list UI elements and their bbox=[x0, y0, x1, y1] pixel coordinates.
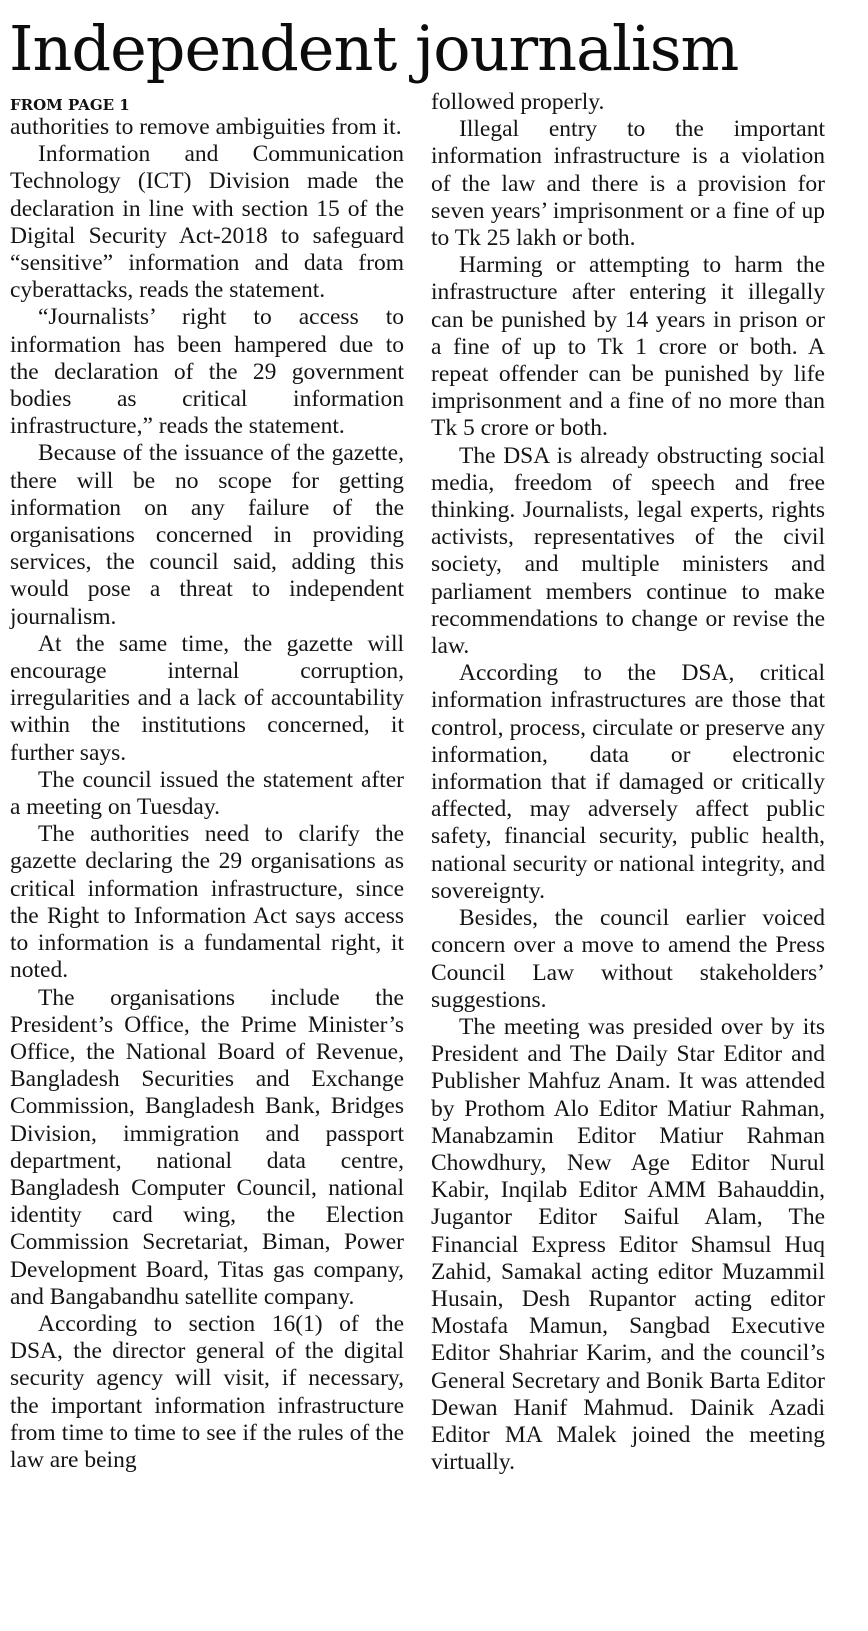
paragraph: At the same time, the gazette will encourage internal corruption, irregularities and a lack of accountability within the institutions concerned, it further says. bbox=[10, 630, 404, 766]
continuation-kicker: FROM PAGE 1 bbox=[10, 96, 130, 114]
paragraph: According to section 16(1) of the DSA, the director general of the digital security agency will visit, if necessary, the important information infrastructure from time to time to see if the rules of the law are being bbox=[10, 1310, 404, 1473]
paragraph: authorities to remove ambiguities from it. bbox=[10, 114, 402, 140]
paragraph: The authorities need to clarify the gazette declaring the 29 organisations as critical information infrastructure, since the Right to Information Act says access to information is a fundamental right, it noted. bbox=[10, 821, 404, 984]
article-headline: Independent journalism bbox=[9, 12, 739, 85]
paragraph: followed properly. bbox=[431, 89, 605, 115]
paragraph: The DSA is already obstructing social media, freedom of speech and free thinking. Journalists, legal experts, rights activists, representatives of the civil society, and multiple ministers and parliament members continue to make recommendations to change or revise the law. bbox=[431, 442, 825, 660]
paragraph: Illegal entry to the important information infrastructure is a violation of the law and there is a provision for seven years’ imprisonment or a fine of up to Tk 25 lakh or both. bbox=[431, 116, 825, 252]
paragraph: Information and Communication Technology (ICT) Division made the declaration in line with section 15 of the Digital Security Act-2018 to safeguard “sensitive” information and data from cyberattacks, reads the statement. bbox=[10, 141, 404, 304]
paragraph: Because of the issuance of the gazette, there will be no scope for getting information on any failure of the organisations concerned in providing services, the council said, adding this would pose a threat to independent journalism. bbox=[10, 440, 404, 630]
paragraph: Besides, the council earlier voiced concern over a move to amend the Press Council Law without stakeholders’ suggestions. bbox=[431, 905, 825, 1013]
paragraph: The organisations include the President’s Office, the Prime Minister’s Office, the National Board of Revenue, Bangladesh Securities and Exchange Commission, Bangladesh Bank, Bridges Division, immigration and passport department, national data centre, Bangladesh Computer Council, national identity card wing, the Election Commission Secretariat, Biman, Power Development Board, Titas gas company, and Bangabandhu satellite company. bbox=[10, 984, 404, 1310]
paragraph: Harming or attempting to harm the infrastructure after entering it illegally can be punished by 14 years in prison or a fine of up to Tk 1 crore or both. A repeat offender can be punished by life imprisonment and a fine of no more than Tk 5 crore or both. bbox=[431, 252, 825, 442]
right-column bbox=[431, 89, 825, 1476]
paragraph: “Journalists’ right to access to information has been hampered due to the declaration of the 29 government bodies as critical information infrastructure,” reads the statement. bbox=[10, 304, 404, 440]
paragraph: The council issued the statement after a meeting on Tuesday. bbox=[10, 766, 404, 821]
left-column bbox=[10, 114, 404, 1474]
paragraph: The meeting was presided over by its President and The Daily Star Editor and Publisher Mahfuz Anam. It was attended by Prothom Alo Editor Matiur Rahman, Manabzamin Editor Matiur Rahman Chowdhury, New Age Editor Nurul Kabir, Inqilab Editor AMM Bahauddin, Jugantor Editor Saiful Alam, The Financial Express Editor Shamsul Huq Zahid, Samakal acting editor Muzammil Husain, Desh Rupantor acting editor Mostafa Mamun, Sangbad Executive Editor Shahriar Karim, and the council’s General Secretary and Bonik Barta Editor Dewan Hanif Mahmud. Dainik Azadi Editor MA Malek joined the meeting virtually. bbox=[431, 1013, 825, 1476]
paragraph: According to the DSA, critical information infrastructures are those that control, process, circulate or preserve any information, data or electronic information that if damaged or critically affected, may adversely affect public safety, financial security, public health, national security or national integrity, and sovereignty. bbox=[431, 660, 825, 904]
